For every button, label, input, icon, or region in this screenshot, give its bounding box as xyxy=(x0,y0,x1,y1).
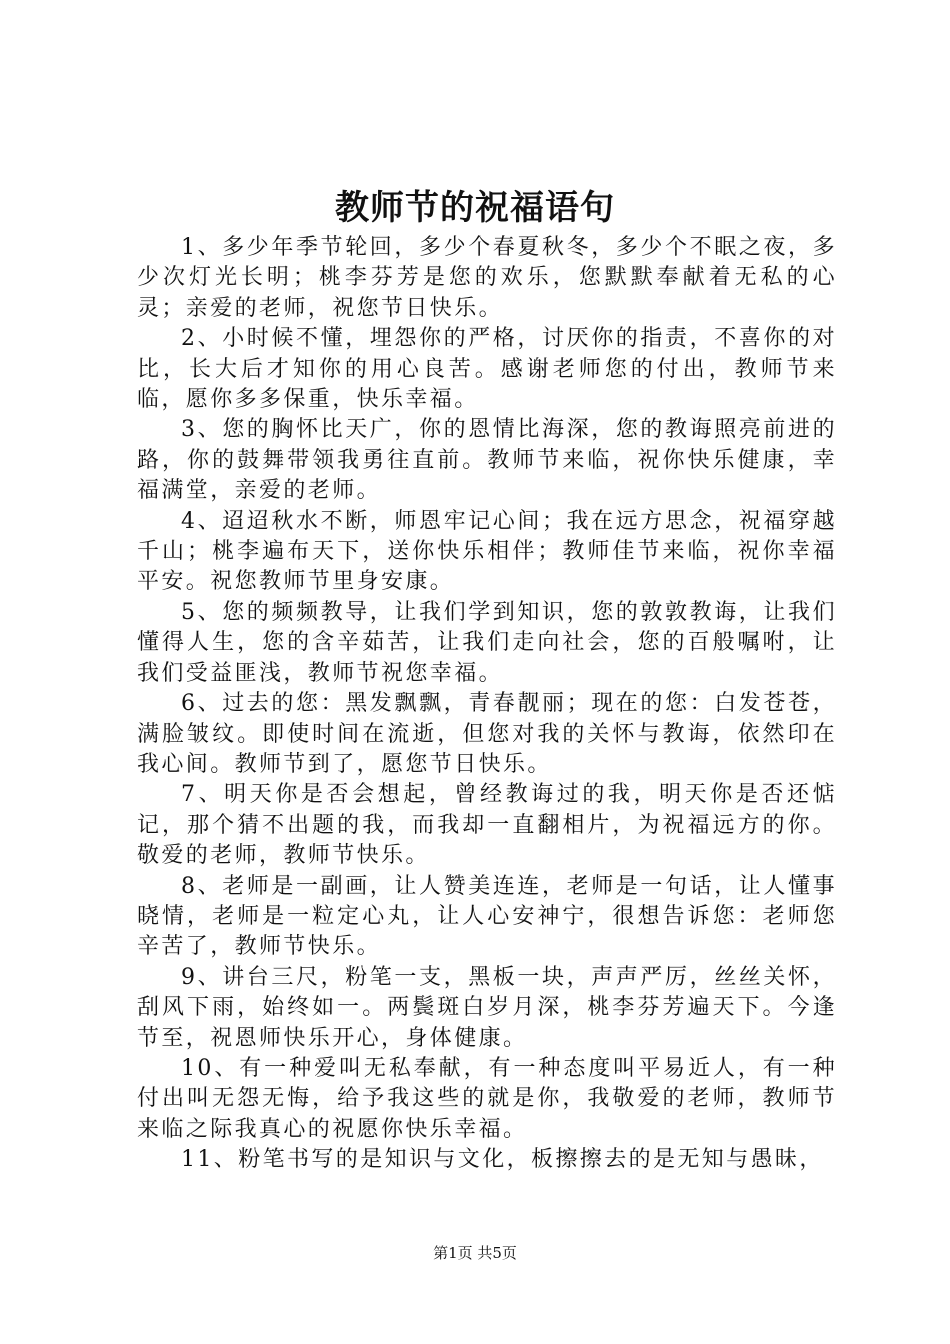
paragraph: 1、多少年季节轮回，多少个春夏秋冬，多少个不眠之夜，多少次灯光长明；桃李芬芳是您的欢乐，您默默奉献着无私的心灵；亲爱的老师，祝您节日快乐。 xyxy=(137,235,837,321)
paragraph: 11、粉笔书写的是知识与文化，板擦擦去的是无知与愚昧， xyxy=(181,1147,824,1173)
document-title: 教师节的祝福语句 xyxy=(335,188,615,228)
paragraph: 8、老师是一副画，让人赞美连连，老师是一句话，让人懂事晓情，老师是一粒定心丸，让人心安神宁，很想告诉您：老师您辛苦了，教师节快乐。 xyxy=(137,873,837,960)
paragraph: 2、小时候不懂，埋怨你的严格，讨厌你的指责，不喜你的对比，长大后才知你的用心良苦。感谢老师您的付出，教师节来临，愿你多多保重，快乐幸福。 xyxy=(137,326,837,413)
paragraph: 6、过去的您：黑发飘飘，青春靓丽；现在的您：白发苍苍，满脸皱纹。即使时间在流逝，但您对我的关怀与教诲，依然印在我心间。教师节到了，愿您节日快乐。 xyxy=(137,691,837,777)
paragraph: 7、明天你是否会想起，曾经教诲过的我，明天你是否还惦记，那个猜不出题的我，而我却一直翻相片，为祝福远方的你。敬爱的老师，教师节快乐。 xyxy=(137,782,837,869)
document-body xyxy=(137,233,837,1176)
page-number-footer: 第1页 共5页 xyxy=(433,1244,517,1262)
paragraph: 9、讲台三尺，粉笔一支，黑板一块，声声严厉，丝丝关怀，刮风下雨，始终如一。两鬓斑白岁月深，桃李芬芳遍天下。今逢节至，祝恩师快乐开心，身体健康。 xyxy=(137,964,837,1051)
paragraph: 4、迢迢秋水不断，师恩牢记心间；我在远方思念，祝福穿越千山；桃李遍布天下，送你快乐相伴；教师佳节来临，祝你幸福平安。祝您教师节里身安康。 xyxy=(137,508,837,595)
paragraph: 3、您的胸怀比天广，你的恩情比海深，您的教诲照亮前进的路，你的鼓舞带领我勇往直前。教师节来临，祝你快乐健康，幸福满堂，亲爱的老师。 xyxy=(137,417,837,504)
paragraph: 5、您的频频教导，让我们学到知识，您的敦敦教诲，让我们懂得人生，您的含辛茹苦，让我们走向社会，您的百般嘱咐，让我们受益匪浅，教师节祝您幸福。 xyxy=(137,599,837,686)
paragraph: 10、有一种爱叫无私奉献，有一种态度叫平易近人，有一种付出叫无怨无悔，给予我这些的就是你，我敬爱的老师，教师节来临之际我真心的祝愿你快乐幸福。 xyxy=(137,1055,837,1142)
